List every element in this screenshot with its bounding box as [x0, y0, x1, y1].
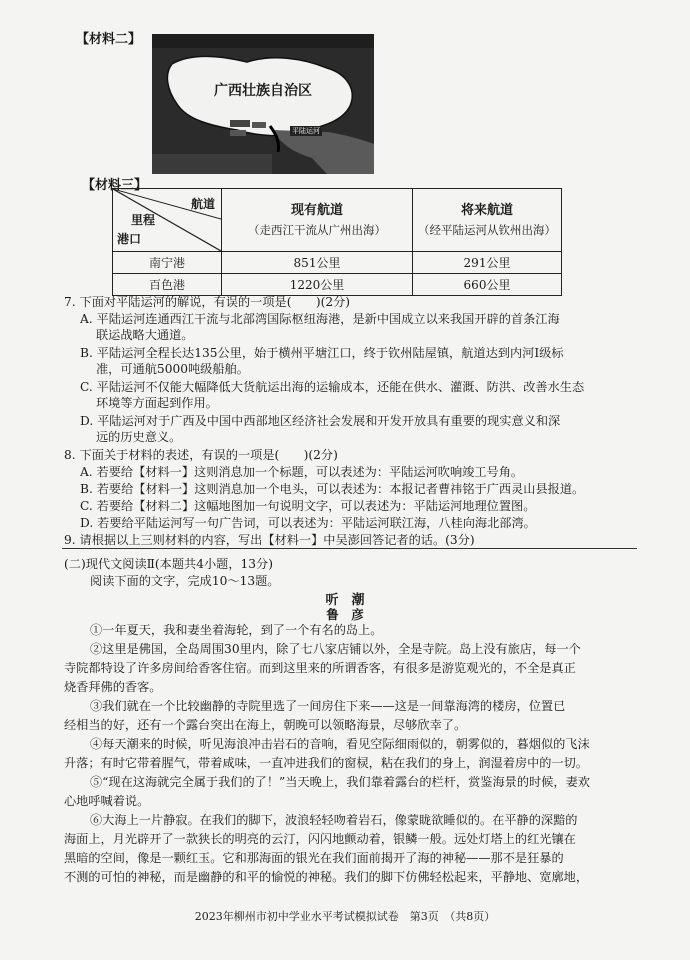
future-cell: 660公里 [413, 274, 562, 296]
current-cell: 1220公里 [222, 274, 413, 296]
paragraph-6-line4: 不测的可怕的神秘，而是幽静的和平的愉悦的神秘。我们的脚下仿佛轻松起来，平静地、宽廓地， [64, 870, 589, 884]
table-corner-cell [113, 189, 222, 252]
q7-option-c-line2: 环境等方面起到作用。 [96, 396, 218, 410]
map-graphic [152, 34, 374, 174]
paragraph-2-line3: 烧香拜佛的香客。 [64, 680, 162, 694]
paragraph-2-line2: 寺院都特设了许多房间给香客住宿。而到这里来的所谓香客，有很多是游览观光的，不全是真正 [64, 661, 576, 675]
paragraph-5-line1: ⑤“现在这海就完全属于我们的了！”当天晚上，我们靠着露台的栏杆，赏鉴海景的时候，妻欢 [90, 775, 590, 789]
q7-option-b-line1: B. 平陆运河全程长达135公里，始于横州平塘江口，终于钦州陆屋镇，航道达到内河Ⅰ级标 [80, 346, 564, 360]
col-current-header [222, 189, 413, 252]
article-author: 鲁 彦 [326, 607, 364, 622]
q9-stem: 9. 请根据以上三则材料的内容，写出【材料一】中吴澎回答记者的话。(3分) [64, 533, 475, 547]
section2-instruction: 阅读下面的文字，完成10～13题。 [90, 574, 280, 588]
article-title: 听 潮 [325, 593, 365, 608]
q8-stem: 8. 下面关于材料的表述，有误的一项是( )(2分) [64, 448, 338, 462]
paragraph-3-line2: 经相当的好，还有一个露台突出在海上，朝晚可以领略海景，尽够欣幸了。 [64, 718, 467, 732]
map-title: 广西壮族自治区 [214, 83, 312, 99]
q8-option-c: C. 若要给【材料二】这幅地图加一句说明文字，可以表述为：平陆运河地理位置图。 [80, 499, 536, 513]
navigation-table [112, 188, 562, 296]
paragraph-3-line1: ③我们就在一个比较幽静的寺院里选了一间房住下来——这是一间靠海湾的楼房，位置已 [90, 699, 566, 713]
paragraph-4-line2: 升落；有时它带着腥气，带着咸味，一直冲进我们的窗棂，粘在我们的身上，润湿着房中的一切。 [64, 756, 589, 770]
paragraph-6-line3: 黑暗的空间，像是一颗红玉。它和那海面的银光在我们面前揭开了海的神秘——那不是狂暴的 [64, 851, 564, 865]
paragraph-4-line1: ④每天潮来的时候，听见海浪冲击岩石的音响，看见空际细雨似的，朝雾似的，暮烟似的飞沫 [90, 737, 590, 751]
col-current-title: 现有航道 [290, 203, 343, 218]
paragraph-1: ①一年夏天，我和妻坐着海轮，到了一个有名的岛上。 [90, 623, 383, 637]
q7-option-c-line1: C. 平陆运河不仅能大幅降低大货航运出海的运输成本，还能在供水、灌溉、防洪、改善水生态 [80, 380, 585, 394]
q7-option-a-line2: 联运战略大通道。 [96, 328, 194, 342]
port-cell: 南宁港 [113, 252, 222, 274]
col-future-sub: （经平陆运河从钦州出海） [418, 223, 556, 237]
guangxi-map [152, 34, 374, 174]
q7-option-b-line2: 准，可通航5000吨级船舶。 [96, 362, 249, 376]
q8-option-a: A. 若要给【材料一】这则消息加一个标题，可以表述为：平陆运河吹响竣工号角。 [80, 465, 524, 479]
q8-option-d: D. 若要给平陆运河写一句广告词，可以表述为：平陆运河联江海，八桂向海北部湾。 [80, 516, 536, 530]
q7-option-d-line2: 远的历史意义。 [96, 430, 182, 444]
port-cell: 百色港 [113, 274, 222, 296]
future-cell: 291公里 [413, 252, 562, 274]
table-row [113, 252, 562, 274]
corner-port: 港口 [117, 232, 142, 246]
q7-stem: 7. 下面对平陆运河的解说，有误的一项是( )(2分) [64, 295, 351, 309]
paragraph-5-line2: 心地呼喊着说。 [64, 794, 150, 808]
table-row [113, 274, 562, 296]
page-footer: 2023年柳州市初中学业水平考试模拟试卷 第3页 （共8页） [194, 910, 496, 923]
col-future-header [413, 189, 562, 252]
section-divider [62, 548, 637, 549]
paragraph-2-line1: ②这里是佛国，全岛周围30里内，除了七八家店铺以外，全是寺院。岛上没有旅店，每一个 [90, 642, 581, 656]
current-cell: 851公里 [222, 252, 413, 274]
col-current-sub: （走西江干流从广州出海） [248, 223, 386, 237]
corner-channel: 航道 [190, 197, 215, 211]
material2-label: 【材料二】 [76, 32, 142, 47]
q7-option-d-line1: D. 平陆运河对于广西及中国中西部地区经济社会发展和开发开放具有重要的现实意义和深 [80, 414, 561, 428]
corner-mileage: 里程 [131, 213, 156, 227]
paragraph-6-line2: 海面上，月光辟开了一款狭长的明亮的云汀，闪闪地颤动着，银鳞一般。远处灯塔上的红光镶在 [64, 832, 576, 846]
q7-option-a-line1: A. 平陆运河连通西江干流与北部湾国际枢纽海港，是新中国成立以来我国开辟的首条江海 [80, 312, 560, 326]
map-label-canal: 平陆运河 [292, 127, 320, 135]
col-future-title: 将来航道 [460, 203, 513, 218]
paragraph-6-line1: ⑥大海上一片静寂。在我们的脚下，波浪轻轻吻着岩石，像蒙眬欲睡似的。在平静的深黯的 [90, 813, 578, 827]
section2-heading: (二)现代文阅读Ⅱ(本题共4小题，13分) [64, 557, 274, 571]
material3-label: 【材料三】 [82, 178, 148, 193]
q8-option-b: B. 若要给【材料一】这则消息加一个电头，可以表述为：本报记者曹祎铭于广西灵山县报道。 [80, 482, 585, 496]
